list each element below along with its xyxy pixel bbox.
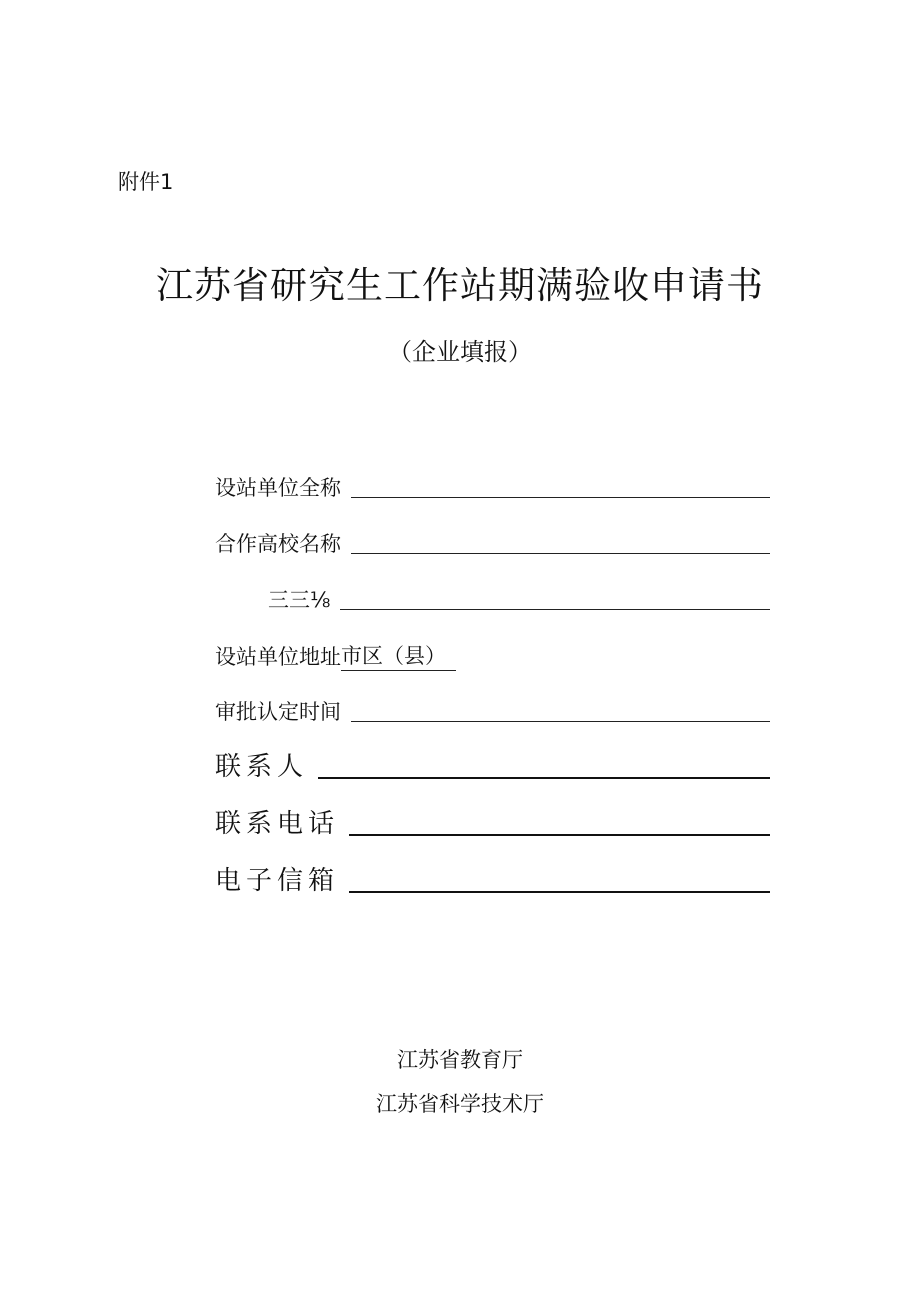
address-unit[interactable]: 市区（县） bbox=[341, 642, 456, 671]
issuer-education-department: 江苏省教育厅 bbox=[397, 1048, 523, 1072]
contact-person-field bbox=[215, 750, 770, 784]
contact-phone-field bbox=[215, 807, 770, 841]
garbled-field-label: 三三⅛ bbox=[268, 588, 331, 612]
contact-person-label: 联系人 bbox=[215, 752, 309, 782]
partner-university-name-field bbox=[215, 530, 770, 558]
approval-date-field bbox=[215, 698, 770, 726]
station-unit-name-field bbox=[215, 474, 770, 502]
partner-university-name-label: 合作高校名称 bbox=[215, 532, 341, 556]
attachment-label: 附件1 bbox=[118, 170, 174, 194]
document-subtitle: （企业填报） bbox=[388, 338, 532, 366]
garbled-field bbox=[268, 586, 770, 614]
document-title: 江苏省研究生工作站期满验收申请书 bbox=[156, 264, 764, 307]
issuer-science-technology-department: 江苏省科学技术厅 bbox=[376, 1092, 544, 1116]
partner-university-name-line[interactable] bbox=[351, 552, 770, 554]
contact-phone-label: 联系电话 bbox=[215, 809, 340, 839]
station-unit-name-line[interactable] bbox=[351, 496, 770, 498]
email-label: 电子信箱 bbox=[215, 866, 340, 896]
approval-date-label: 审批认定时间 bbox=[215, 700, 341, 724]
approval-date-line[interactable] bbox=[351, 720, 770, 722]
contact-person-line[interactable] bbox=[318, 776, 770, 779]
email-line[interactable] bbox=[349, 890, 770, 893]
contact-phone-line[interactable] bbox=[349, 833, 770, 836]
garbled-field-line[interactable] bbox=[340, 608, 770, 610]
station-unit-name-label: 设站单位全称 bbox=[215, 476, 341, 500]
station-address-field bbox=[215, 642, 770, 671]
email-field bbox=[215, 864, 770, 898]
station-address-label: 设站单位地址 bbox=[215, 645, 341, 669]
